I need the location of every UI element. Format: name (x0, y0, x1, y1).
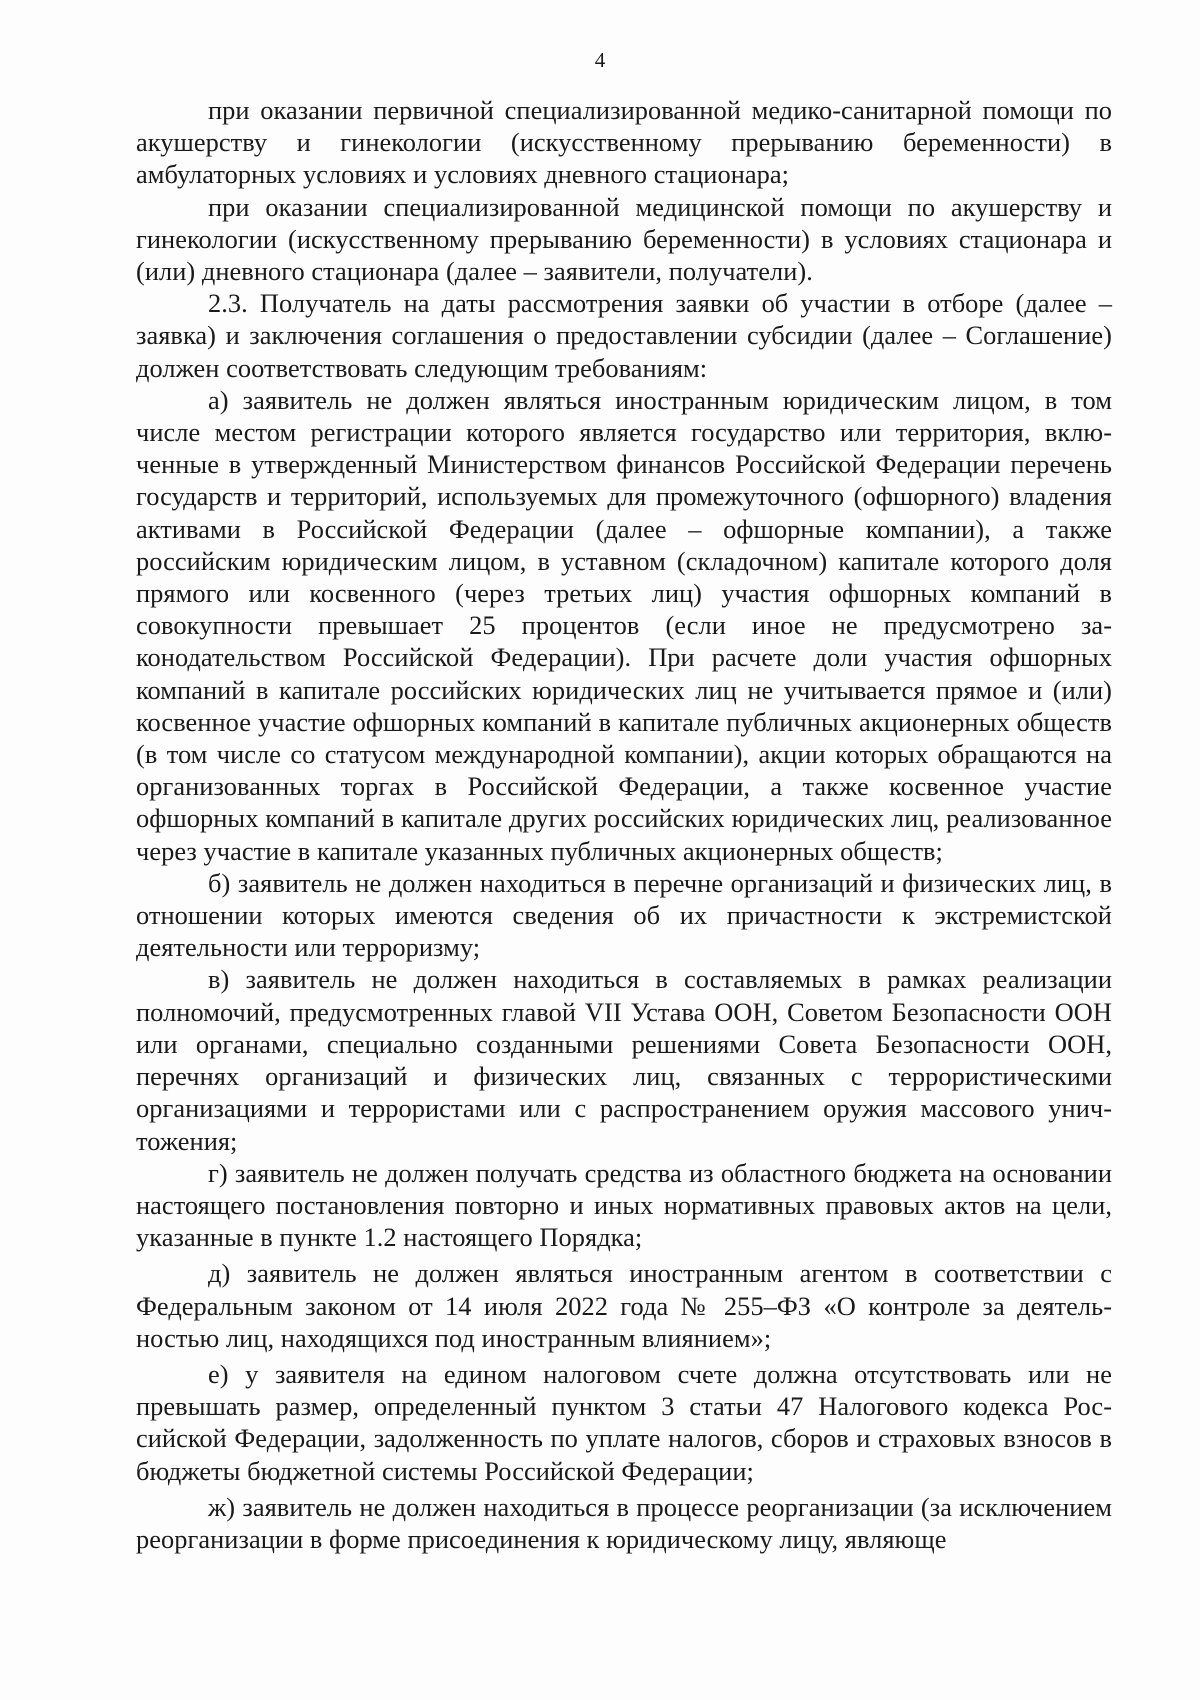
paragraph-primary-care: при оказании первичной специализированной медико-санитарной помощи по акушерству и гинекологии (искусственному прерыванию беременности) в амбулаторных условиях и условиях дневного стационара; (136, 95, 1112, 190)
paragraph-item-v: в) заявитель не должен находиться в составляемых в рамках реализации полномочий, предусмотренных главой VII Устава ООН, Советом Безопасности ООН или органами, специально созданными решениями Совета Безопасности ООН, перечнях организаций и физических лиц, связанных с террористическими организациями и террористами или с распространением оружия массового уничтожения; (136, 964, 1112, 1156)
paragraph-item-g: г) заявитель не должен получать средства из областного бюджета на основании настоящего постановления повторно и иных нормативных правовых актов на цели, указанные в пункте 1.2 настоящего Порядка; (136, 1157, 1112, 1253)
document-body (136, 94, 1112, 1555)
page-number: 4 (594, 48, 606, 72)
paragraph-specialized-care: при оказании специализированной медицинской помощи по акушерству и гинекологии (искусственному прерыванию беременности) в условиях стационара и (или) дневного стационара (далее – заявители, получатели). (136, 191, 1112, 287)
paragraph-2-3-requirements: 2.3. Получатель на даты рассмотрения заявки об участии в отборе (далее – заявка) и заключения соглашения о предоставлении субсидии (далее – Соглашение) должен соответствовать следующим требованиям: (136, 288, 1112, 383)
paragraph-item-b: б) заявитель не должен находиться в перечне организаций и физических лиц, в отношении которых имеются сведения об их причастности к экстремистской деятельности или терроризму; (136, 867, 1112, 963)
paragraph-item-e: е) у заявителя на едином налоговом счете должна отсутствовать или не превышать размер, определенный пунктом 3 статьи 47 Налогового кодекса Российской Федерации, задолженность по уплате налогов, сборов и страховых взносов в бюджеты бюджетной системы Российской Федерации; (136, 1358, 1112, 1486)
paragraph-item-d: д) заявитель не должен являться иностранным агентом в соответствии с Федеральным законом от 14 июля 2022 года № 255–ФЗ «О контроле за деятельностью лиц, находящихся под иностранным влиянием»; (136, 1258, 1112, 1353)
paragraph-item-a: а) заявитель не должен являться иностранным юридическим лицом, в том числе местом регистрации которого является государство или территория, включенные в утвержденный Министерством финансов Российской Федерации перечень государств и территорий, используемых для промежуточного (офшорного) владения активами в Российской Федерации (далее – офшорные компании), а также российским юридическим лицом, в уставном (складочном) капитале которого доля прямого или косвенного (через третьих лиц) участия офшорных компаний в совокупности превышает 25 процентов (если иное не предусмотрено законодательством Российской Федерации). При расчете доли участия офшорных компаний в капитале российских юридических лиц не учитывается прямое и (или) косвенное участие офшорных компаний в капитале публичных акционерных обществ (в том числе со статусом международной компании), акции которых обращаются на организованных торгах в Российской Федерации, а также косвенное участие офшорных компаний в капитале других российских юридических лиц, реализованное через участие в капитале указанных публичных акционерных обществ; (136, 384, 1112, 866)
paragraph-item-zh: ж) заявитель не должен находиться в процессе реорганизации (за исключением реорганизации в форме присоединения к юридическому лицу, являюще (136, 1491, 1112, 1554)
